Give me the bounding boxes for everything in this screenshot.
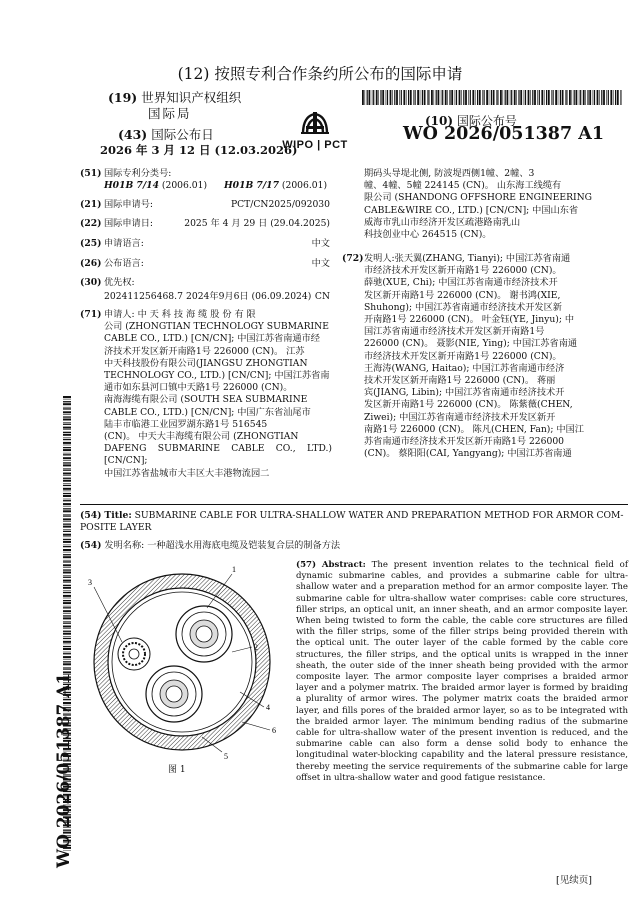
callout-4: 4 xyxy=(266,703,270,712)
text-line: 苏省南通市经济技术开发区新开南路1号 226000 xyxy=(364,436,565,448)
appno: PCT/CN2025/092030 xyxy=(230,199,330,210)
text-line: DAFENG SUBMARINE CABLE CO., LTD.) [CN/CN]; xyxy=(104,443,332,467)
text-line: 限公司 (SHANDONG OFFSHORE ENGINEERING xyxy=(364,192,593,204)
text-line: 中国江苏省盐城市大丰区大丰港物流园二 xyxy=(104,467,270,479)
text-line: (CN)。 中天大丰海缆有限公司 (ZHONGTIAN xyxy=(104,431,299,443)
text-line: 中天科技股份有限公司(JIANGSU ZHONGTIAN xyxy=(104,357,308,369)
cable-core-top xyxy=(176,606,232,662)
priority-no: 202411256468.7 xyxy=(104,291,183,302)
priority-code: (30) xyxy=(80,277,102,288)
text-line: 申请人: 中 天 科 技 海 缆 股 份 有 限 xyxy=(104,309,256,320)
text-line: 通市如东县河口镇中天路1号 226000 (CN)。 xyxy=(104,382,293,394)
applicant-code: (71) xyxy=(80,309,102,320)
pub-lang: 中文 xyxy=(311,258,330,269)
text-line: 宾(JIANG, Libin); 中国江苏省南通市经济技术开 xyxy=(364,387,565,399)
appdate: 2025 年 4 月 29 日 (29.04.2025) xyxy=(184,218,330,229)
priority-country: CN xyxy=(314,291,330,302)
text-line: 威海市乳山市经济开发区疏港路南乳山 xyxy=(364,216,521,228)
text-line: 226000 (CN)。 聂影(NIE, Ying); 中国江苏省南通 xyxy=(364,338,578,350)
text-line: 开南路1号 226000 (CN)。 叶金钰(YE, Jinyu); 中 xyxy=(364,314,575,326)
text-line: 幢、4幢、5幢 224145 (CN)。 山东海工线缆有 xyxy=(364,180,562,192)
inventor-block xyxy=(364,253,596,460)
ipc-code: (51) xyxy=(80,168,102,179)
org-name-line1: (19) 世界知识产权组织 xyxy=(108,90,242,105)
callout-2: 2 xyxy=(254,643,258,652)
text-line: 科技创业中心 264515 (CN)。 xyxy=(364,229,492,241)
appdate-label: 国际申请日: xyxy=(104,218,154,229)
ipc-entry-2: H01B 7/17 (2006.01) xyxy=(224,180,328,191)
text-line: 市经济技术开发区新开南路1号 226000 (CN)。 xyxy=(364,350,562,362)
text-line: TECHNOLOGY CO., LTD.) [CN/CN]; 中国江苏省南 xyxy=(104,370,330,382)
cable-core-bottom xyxy=(146,666,202,722)
text-line: 发区新开南路1号 226000 (CN)。 陈紫薇(CHEN, xyxy=(364,399,573,411)
text-line: 济技术开发区新开南路1号 226000 (CN)。 江苏 xyxy=(104,345,305,357)
appno-code: (21) xyxy=(80,199,102,210)
continued-note: [见续页] xyxy=(556,875,592,886)
appno-label: 国际申请号: xyxy=(104,199,154,210)
filing-lang: 中文 xyxy=(311,238,330,249)
text-line: CABLE CO., LTD.) [CN/CN]; 中国广东省汕尾市 xyxy=(104,406,311,418)
text-line: Ziwei); 中国江苏省南通市经济技术开发区新开 xyxy=(364,411,556,423)
figure-label: 图 1 xyxy=(168,765,186,775)
callout-1: 1 xyxy=(232,565,236,574)
applicant-continued xyxy=(364,168,596,241)
text-line: 陆丰市临港工业园罗湖东路1号 516545 xyxy=(104,418,268,430)
priority-label: 优先权: xyxy=(104,277,135,288)
optical-unit xyxy=(118,638,150,670)
text-line: (CN)。 蔡阳阳(CAI, Yangyang); 中国江苏省南通 xyxy=(364,448,572,460)
pub-lang-label: 公布语言: xyxy=(104,258,144,269)
callout-6: 6 xyxy=(272,726,276,735)
side-pub-number: WO 2026/051387 A1 xyxy=(54,672,74,868)
inventor-code: (72) xyxy=(342,253,364,264)
text-line: 国江苏省南通市经济技术开发区新开南路1号 xyxy=(364,326,545,338)
wipo-pct-text: WIPO | PCT xyxy=(282,139,348,151)
pub-date: 2026 年 3 月 12 日 (12.03.2026) xyxy=(100,143,298,157)
title-zh: (54) 发明名称: 一种超浅水用海底电缆及铠装复合层的制备方法 xyxy=(80,540,341,551)
abstract: (57) Abstract: The present invention relates to the technical field of dynamic submarine cables, and provides a submarine cable for ultra-shallow water and a preparation method for an armor composite layer. The submarine cable for ultra-shallow water comprises: cable core structures, filler strips, an optical unit, an inner sheath, and an armor composite layer. When being twisted to form the cable, the cable core structures are filled with the filler strips, some of the filler strips being provided therein with the optical unit. The outer layer of the cable formed by the cable core structures, the filler strips, and the optical units is wrapped in the inner sheath, the outer side of the inner sheath being provided with the armor composite layer. The armor composite layer comprises a braided armor layer and a polymer matrix. The braided armor layer is formed by braiding a plurality of armor wires. The polymer matrix coats the braided armor layer, and fills pores of the braided armor layer, so as to be integrated with the braided armor layer. The minimum bending radius of the submarine cable for ultra-shallow water of the present invention is reduced, and the submarine cable can also form a dense solid body to enhance the longitudinal water-blocking capability and the lateral pressure resistance, thereby meeting the service requirements of the submarine cable for large offset in ultra-shallow water and good fatigue resistance. xyxy=(296,560,628,783)
pub-lang-code: (26) xyxy=(80,258,102,269)
text-line: CABLE CO., LTD.) [CN/CN]; 中国江苏省南通市经 xyxy=(104,333,320,345)
filing-lang-label: 申请语言: xyxy=(104,238,144,249)
callout-5: 5 xyxy=(224,752,228,761)
callout-3: 3 xyxy=(88,578,92,587)
pub-number-label: (10) 国际公布号 xyxy=(425,114,517,128)
text-line: 市经济技术开发区新开南路1号 226000 (CN)。 xyxy=(364,265,562,277)
filing-lang-code: (25) xyxy=(80,238,102,249)
divider xyxy=(80,504,628,505)
text-line: CABLE&WIRE CO., LTD.) [CN/CN]; 中国山东省 xyxy=(364,204,579,216)
text-line: 南路1号 226000 (CN)。 陈凡(CHEN, Fan); 中国江 xyxy=(364,423,584,435)
text-line: 发区新开南路1号 226000 (CN)。 谢书鸿(XIE, xyxy=(364,289,561,301)
barcode-icon xyxy=(362,90,622,105)
text-line: 期码头导堤北侧, 防波堤西侧1幢、2幢、3 xyxy=(364,168,535,179)
document-title: (12) 按照专利合作条约所公布的国际申请 xyxy=(177,65,463,83)
pub-date-label: (43) 国际公布日 xyxy=(118,127,214,142)
text-line: 南海海缆有限公司 (SOUTH SEA SUBMARINE xyxy=(104,394,308,406)
text-line: 王海涛(WANG, Haitao); 中国江苏省南通市经济 xyxy=(364,362,565,374)
text-line: 技术开发区新开南路1号 226000 (CN)。 蒋丽 xyxy=(364,375,556,387)
appdate-code: (22) xyxy=(80,218,102,229)
text-line: 公司 (ZHONGTIAN TECHNOLOGY SUBMARINE xyxy=(104,321,329,333)
cable-cross-section-figure xyxy=(82,562,292,762)
priority-date: 2024年9月6日 (06.09.2024) xyxy=(186,291,312,302)
text-line: Shuhong); 中国江苏省南通市经济技术开发区新 xyxy=(364,301,562,313)
ipc-label: 国际专利分类号: xyxy=(104,168,172,179)
text-line: 薛驰(XUE, Chi); 中国江苏省南通市经济技术开 xyxy=(364,277,558,289)
ipc-entry-1: H01B 7/14 (2006.01) xyxy=(104,180,208,191)
pub-number: WO 2026/051387 A1 xyxy=(403,124,604,144)
text-line: 发明人:张天翼(ZHANG, Tianyi); 中国江苏省南通 xyxy=(364,253,571,264)
applicant-block xyxy=(104,309,332,480)
title-en: (54) Title: SUBMARINE CABLE FOR ULTRA-SHALLOW WATER AND PREPARATION METHOD FOR ARMOR COM- POSITE LAYER xyxy=(80,510,624,533)
org-name-line2: 国际局 xyxy=(148,106,192,121)
